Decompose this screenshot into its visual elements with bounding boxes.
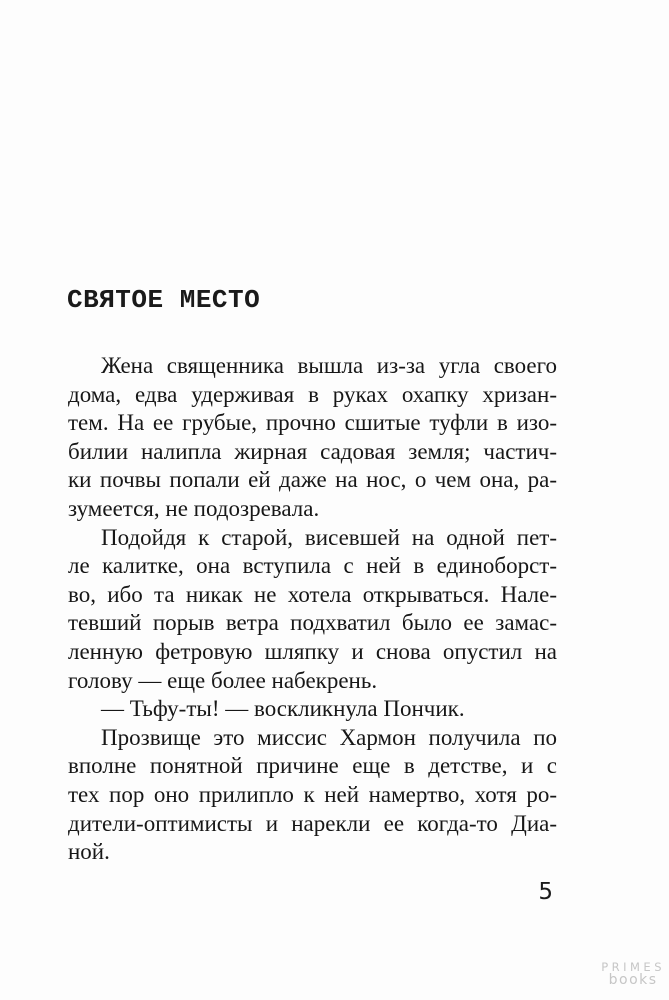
text-line: ле калитке, она вступила с ней в единоборст-: [68, 553, 557, 579]
publisher-name: PRIMES: [601, 960, 665, 974]
text-line: ленную фетровую шляпку и снова опустил на: [68, 638, 557, 664]
text-line: тех пор оно прилипло к ней намертво, хотя ро-: [68, 781, 557, 807]
text-line: Прозвище это миссис Хармон получила по: [101, 724, 557, 750]
text-line: зумеется, не подозревала.: [68, 495, 320, 521]
page-number: 5: [538, 879, 553, 905]
text-line: — Тьфу-ты! — воскликнула Пончик.: [101, 696, 465, 722]
chapter-title: СВЯТОЕ МЕСТО: [67, 285, 261, 315]
text-line: во, ибо та никак не хотела открываться. Нале-: [68, 581, 557, 607]
text-line: дители-оптимисты и нарекли ее когда-то Диа-: [68, 810, 557, 836]
text-line: билии налипла жирная садовая земля; частич-: [68, 438, 557, 464]
body-text: [68, 352, 557, 867]
text-line: ки почвы попали ей даже на нос, о чем она, ра-: [68, 467, 557, 493]
text-line: Подойдя к старой, висевшей на одной пет-: [101, 524, 557, 550]
text-line: тевший порыв ветра подхватил было ее замас-: [68, 610, 557, 636]
publisher-watermark: [601, 961, 665, 987]
text-line: ной.: [68, 839, 110, 865]
text-line: тем. На ее грубые, прочно сшитые туфли в изо-: [68, 410, 557, 436]
text-line: вполне понятной причине еще в детстве, и с: [68, 753, 557, 779]
text-line: дома, едва удерживая в руках охапку хризан-: [68, 381, 557, 407]
text-line: Жена священника вышла из-за угла своего: [101, 353, 557, 378]
publisher-name-secondary: books: [608, 972, 658, 988]
text-line: голову — еще более набекрень.: [68, 667, 378, 693]
